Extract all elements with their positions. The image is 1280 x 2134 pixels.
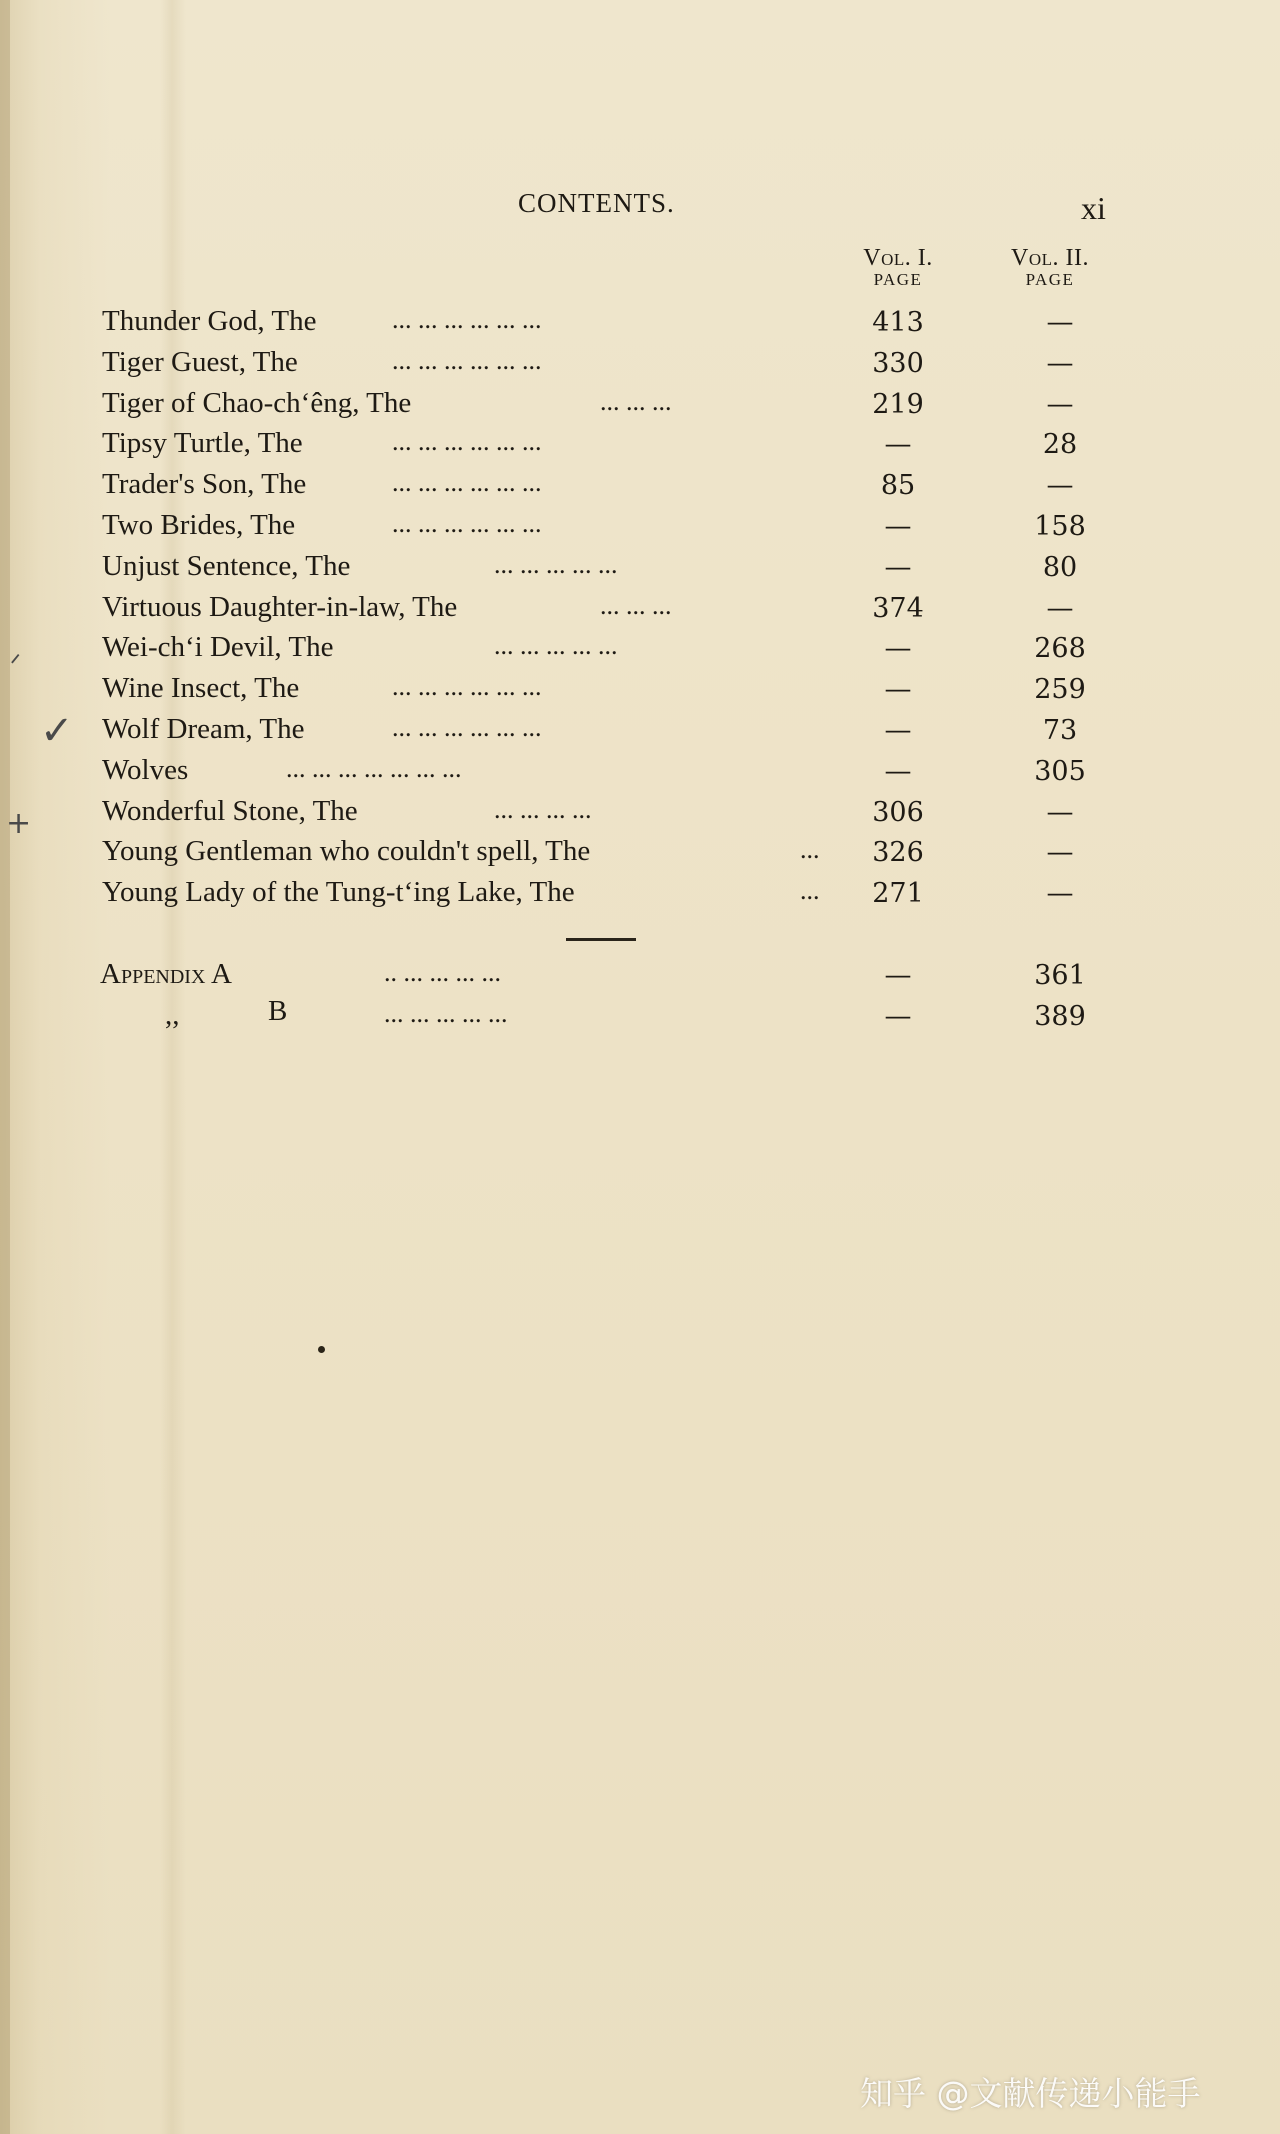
- entry-leaders: ... ... ... ... ... ...: [392, 712, 542, 742]
- column-header-vol2-sub: PAGE: [1025, 270, 1075, 290]
- entry-vol1-page: —: [884, 714, 912, 746]
- entry-leaders: ... ... ... ... ... ...: [392, 508, 542, 538]
- entry-vol1-page: —: [884, 551, 912, 583]
- appendix-vol2-page: 361: [1034, 960, 1086, 991]
- appendix-leaders: ... ... ... ... ...: [384, 998, 508, 1028]
- entry-vol2-page: 73: [1042, 714, 1078, 746]
- contents-entry: [0, 754, 1280, 795]
- contents-entry: [0, 305, 1280, 346]
- entry-vol1-page: —: [884, 429, 912, 461]
- entry-vol1-page: 85: [880, 470, 916, 502]
- column-header-vol1-label: Vol. I.: [863, 245, 933, 271]
- appendix-list: [0, 958, 1280, 1040]
- entry-leaders: ...: [800, 835, 820, 865]
- entry-title: Trader's Son, The: [102, 468, 307, 501]
- column-header-vol1: [848, 246, 948, 289]
- page-number: xi: [1081, 190, 1106, 226]
- contents-list: [0, 305, 1280, 917]
- entry-leaders: ... ... ... ... ... ...: [392, 427, 542, 457]
- entry-vol2-page: —: [1046, 347, 1074, 379]
- entry-vol1-page: 306: [872, 796, 924, 828]
- entry-leaders: ... ... ...: [600, 386, 672, 416]
- entry-leaders: ... ... ...: [600, 590, 672, 620]
- contents-entry: [0, 468, 1280, 509]
- entry-vol1-page: 271: [872, 878, 924, 910]
- entry-title: Young Lady of the Tung-t‘ing Lake, The: [102, 876, 575, 909]
- entry-vol2-page: 259: [1034, 674, 1086, 706]
- entry-vol1-page: 413: [872, 307, 924, 338]
- entry-vol1-page: —: [884, 633, 912, 665]
- entry-vol2-page: —: [1046, 878, 1074, 910]
- appendix-vol1-page: —: [884, 1000, 912, 1032]
- appendix-entry: [0, 994, 1280, 1040]
- entry-vol2-page: —: [1046, 592, 1074, 624]
- section-rule: [566, 938, 636, 941]
- entry-leaders: ... ... ... ... ... ... ...: [286, 753, 462, 783]
- column-header-vol2: [995, 246, 1105, 289]
- entry-leaders: ... ... ... ... ...: [494, 549, 618, 579]
- appendix-entry: [0, 958, 1280, 999]
- entry-vol2-page: 305: [1034, 755, 1086, 787]
- ink-speck: [318, 1346, 325, 1353]
- entry-title: Tiger of Chao-ch‘êng, The: [102, 386, 412, 419]
- entry-title: Virtuous Daughter-in-law, The: [102, 590, 458, 623]
- entry-vol2-page: 28: [1042, 429, 1078, 461]
- contents-entry: [0, 509, 1280, 550]
- entry-vol2-page: 268: [1034, 633, 1086, 665]
- watermark-text: 知乎 @文献传递小能手: [860, 2074, 1201, 2113]
- entry-title: Thunder God, The: [102, 305, 317, 337]
- entry-vol1-page: —: [884, 510, 912, 542]
- ditto-mark: ,,: [165, 998, 180, 1031]
- pencil-mark-icon: ᐟ: [10, 650, 22, 680]
- pencil-mark-icon: +: [6, 806, 32, 841]
- entry-title: Wonderful Stone, The: [102, 794, 358, 827]
- entry-title: Young Gentleman who couldn't spell, The: [102, 835, 591, 868]
- entry-leaders: ... ... ... ... ...: [494, 631, 618, 661]
- appendix-vol2-page: 389: [1034, 1000, 1086, 1032]
- entry-vol2-page: —: [1046, 307, 1074, 338]
- entry-title: Wolf Dream, The: [102, 712, 305, 745]
- entry-vol1-page: —: [884, 674, 912, 706]
- appendix-title: Appendix A: [100, 958, 232, 990]
- appendix-vol1-page: —: [884, 960, 912, 991]
- contents-entry: [0, 672, 1280, 713]
- entry-vol1-page: 326: [872, 837, 924, 869]
- contents-entry: [0, 346, 1280, 387]
- running-head: CONTENTS.: [518, 188, 675, 218]
- entry-title: Unjust Sentence, The: [102, 549, 351, 582]
- entry-vol2-page: 80: [1042, 551, 1078, 583]
- entry-vol1-page: —: [884, 755, 912, 787]
- contents-entry: [0, 876, 1280, 917]
- contents-entry: [0, 713, 1280, 754]
- contents-entry: [0, 427, 1280, 468]
- pencil-check-icon: ✓: [40, 708, 74, 754]
- contents-entry: [0, 387, 1280, 428]
- entry-title: Wine Insect, The: [102, 672, 300, 705]
- entry-title: Wei-ch‘i Devil, The: [102, 631, 334, 664]
- appendix-letter: B: [268, 994, 288, 1027]
- contents-entry: [0, 835, 1280, 876]
- contents-entry: [0, 795, 1280, 836]
- entry-title: Tiger Guest, The: [102, 345, 298, 378]
- contents-entry: [0, 550, 1280, 591]
- entry-title: Two Brides, The: [102, 508, 296, 541]
- column-header-vol1-sub: PAGE: [873, 270, 923, 290]
- entry-title: Wolves: [102, 753, 189, 786]
- entry-leaders: ... ... ... ... ... ...: [392, 345, 542, 375]
- entry-vol1-page: 330: [872, 347, 924, 379]
- entry-vol2-page: —: [1046, 796, 1074, 828]
- entry-leaders: ... ... ... ... ... ...: [392, 305, 542, 334]
- entry-vol2-page: —: [1046, 470, 1074, 502]
- entry-leaders: ... ... ... ...: [494, 794, 592, 824]
- entry-vol2-page: 158: [1034, 510, 1086, 542]
- entry-vol2-page: —: [1046, 388, 1074, 420]
- column-header-vol2-label: Vol. II.: [1011, 245, 1089, 271]
- contents-entry: [0, 631, 1280, 672]
- contents-entry: [0, 591, 1280, 632]
- entry-leaders: ... ... ... ... ... ...: [392, 468, 542, 498]
- entry-leaders: ...: [800, 876, 820, 906]
- appendix-leaders: .. ... ... ... ...: [384, 958, 501, 987]
- entry-title: Tipsy Turtle, The: [102, 427, 303, 460]
- entry-vol1-page: 374: [872, 592, 924, 624]
- entry-vol2-page: —: [1046, 837, 1074, 869]
- entry-leaders: ... ... ... ... ... ...: [392, 672, 542, 702]
- entry-vol1-page: 219: [872, 388, 924, 420]
